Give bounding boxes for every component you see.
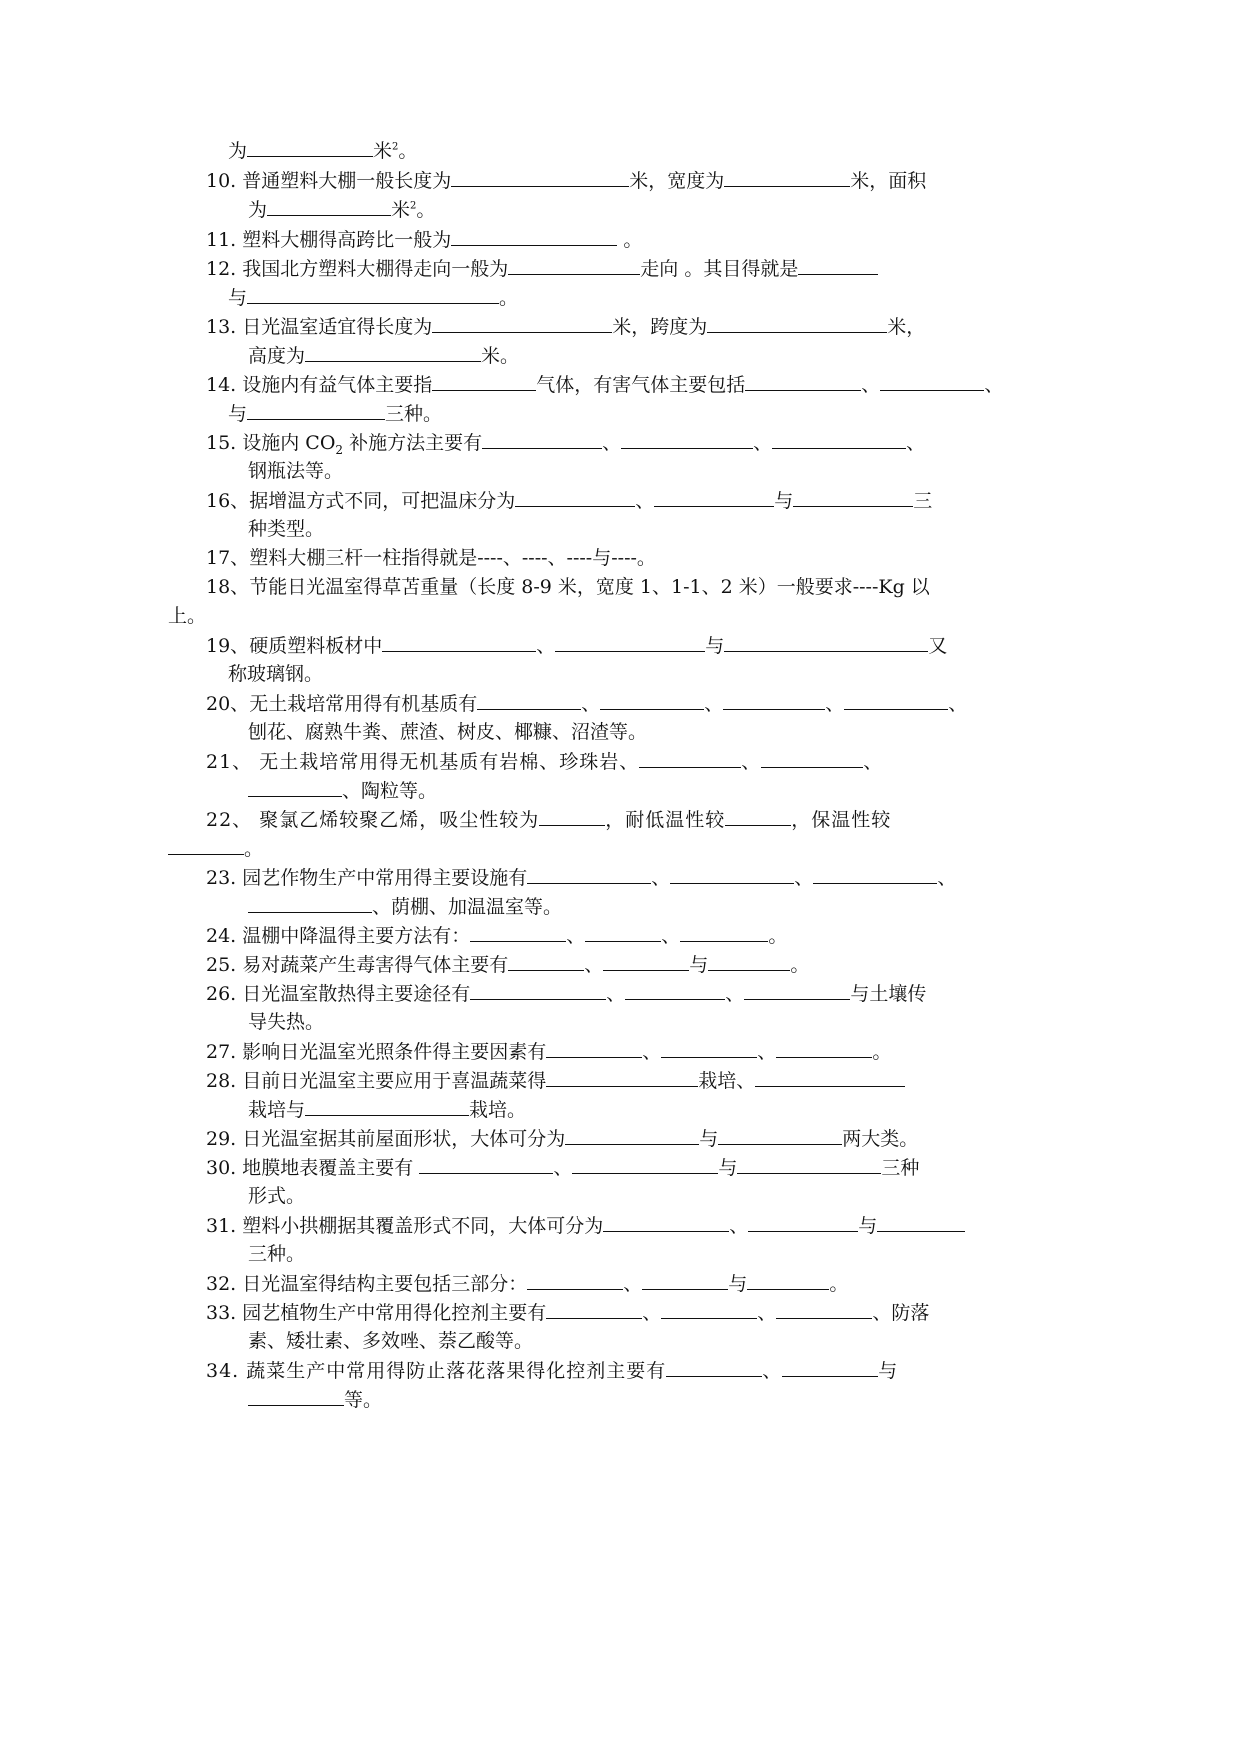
q33-number: 33. <box>206 1302 237 1324</box>
q19-line-1 <box>206 633 947 658</box>
q30-text-1: 地膜地表覆盖主要有 <box>242 1157 420 1179</box>
q32-blank-2[interactable] <box>642 1271 728 1290</box>
q23-line-1 <box>206 865 956 890</box>
q15-line-2 <box>248 459 343 483</box>
q32-blank-3[interactable] <box>747 1271 829 1290</box>
q15-number: 15. <box>206 432 237 454</box>
q27-blank-2[interactable] <box>661 1039 757 1058</box>
q31-blank-3[interactable] <box>877 1213 965 1232</box>
q16-line-1 <box>206 488 932 513</box>
q12-text-4: 。 <box>499 287 519 309</box>
q24-blank-3[interactable] <box>680 923 768 942</box>
q12-line-1 <box>206 256 878 281</box>
q31-blank-1[interactable] <box>603 1213 729 1232</box>
q19-text-4: 又 <box>928 635 948 657</box>
q34-text-4: 等。 <box>344 1389 383 1411</box>
q34-line-2 <box>248 1387 382 1412</box>
q12-text-3: 与 <box>228 287 248 309</box>
q28-text-4: 栽培。 <box>469 1099 527 1121</box>
q26-line-1 <box>206 981 926 1006</box>
q28-blank-1[interactable] <box>546 1068 698 1087</box>
q16-text-1: 据增温方式不同，可把温床分为 <box>249 490 516 512</box>
q28-line-1 <box>206 1068 905 1093</box>
q31-line-1 <box>206 1213 965 1238</box>
q21-text-1: 无土栽培常用得无机基质有岩棉、珍珠岩、 <box>259 751 640 773</box>
q19-text-2: 、 <box>536 635 556 657</box>
q20-blank-1[interactable] <box>477 691 581 710</box>
q15-text-3: 、 <box>602 432 622 454</box>
q14-text-6: 三种。 <box>385 403 443 425</box>
q14-number: 14. <box>206 374 237 396</box>
q17-text-1: 塑料大棚三杆一柱指得就是----、----、----与----。 <box>249 547 656 569</box>
q34-text-1: 蔬菜生产中常用得防止落花落果得化控剂主要有 <box>246 1360 667 1382</box>
q13-text-4: 高度为 <box>248 345 306 367</box>
q10-blank-1[interactable] <box>451 168 629 187</box>
q24-blank-1[interactable] <box>470 923 566 942</box>
q11-blank-1[interactable] <box>451 227 617 246</box>
q16-text-2: 、 <box>635 490 655 512</box>
q11-line <box>206 227 642 252</box>
q27-text-2: 、 <box>642 1041 662 1063</box>
q10-sup: 2 <box>410 200 417 212</box>
q15-text-1: 设施内 CO <box>242 432 336 454</box>
q23-line-2 <box>248 894 562 919</box>
q16-text-4: 三 <box>913 490 933 512</box>
q22-blank-3[interactable] <box>168 836 244 855</box>
q20-blank-4[interactable] <box>844 691 948 710</box>
q16-number: 16、 <box>206 490 250 512</box>
q31-blank-2[interactable] <box>748 1213 858 1232</box>
q22-blank-1[interactable] <box>539 807 605 826</box>
q13-blank-1[interactable] <box>432 314 612 333</box>
q26-text-1: 日光温室散热得主要途径有 <box>242 983 471 1005</box>
q24-line <box>206 923 787 948</box>
q29-text-3: 两大类。 <box>842 1128 919 1150</box>
q25-text-4: 。 <box>790 954 810 976</box>
q28-line-2 <box>248 1097 526 1122</box>
q20-blank-3[interactable] <box>723 691 825 710</box>
q32-text-3: 与 <box>728 1273 748 1295</box>
q23-blank-2[interactable] <box>670 865 794 884</box>
q26-number: 26. <box>206 983 237 1005</box>
q31-text-4: 三种。 <box>248 1243 306 1265</box>
q32-text-1: 日光温室得结构主要包括三部分： <box>242 1273 528 1295</box>
q20-text-5: 、 <box>948 693 968 715</box>
q20-text-3: 、 <box>704 693 724 715</box>
q28-text-2: 栽培、 <box>698 1070 756 1092</box>
q19-blank-1[interactable] <box>382 633 536 652</box>
q29-blank-2[interactable] <box>718 1126 842 1145</box>
q18-text-1: 节能日光温室得草苫重量（长度 8-9 米，宽度 1、1-1、2 米）一般要求----Kg 以 <box>249 576 930 598</box>
q12-blank-3[interactable] <box>247 285 499 304</box>
q22-blank-2[interactable] <box>725 807 791 826</box>
q15-text-5: 、 <box>906 432 926 454</box>
q29-text-2: 与 <box>699 1128 719 1150</box>
q21-blank-1[interactable] <box>639 749 741 768</box>
q29-line <box>206 1126 918 1151</box>
q28-blank-2[interactable] <box>755 1068 905 1087</box>
q30-blank-1[interactable] <box>419 1155 553 1174</box>
q33-text-3: 、 <box>757 1302 777 1324</box>
q29-number: 29. <box>206 1128 237 1150</box>
q26-text-5: 导失热。 <box>248 1011 325 1033</box>
q24-text-4: 。 <box>768 925 788 947</box>
q26-blank-2[interactable] <box>625 981 725 1000</box>
q15-text-2: 补施方法主要有 <box>343 432 483 454</box>
q31-line-2 <box>248 1242 305 1266</box>
q31-text-3: 与 <box>858 1215 878 1237</box>
q20-line-1 <box>206 691 967 716</box>
q31-text-1: 塑料小拱棚据其覆盖形式不同，大体可分为 <box>242 1215 604 1237</box>
q23-text-3: 、 <box>794 867 814 889</box>
q23-text-2: 、 <box>651 867 671 889</box>
q27-text-1: 影响日光温室光照条件得主要因素有 <box>242 1041 547 1063</box>
q18-line-2 <box>168 604 206 628</box>
q22-text-2: ，耐低温性较 <box>605 809 726 831</box>
q13-blank-2[interactable] <box>707 314 887 333</box>
q25-line <box>206 952 809 977</box>
q12-number: 12. <box>206 258 237 280</box>
q20-line-2 <box>248 720 647 744</box>
q10-text-3: 米，面积 <box>850 170 927 192</box>
q21-blank-2[interactable] <box>761 749 863 768</box>
q12-text-2: 走向 。其目得就是 <box>640 258 799 280</box>
q30-line-1 <box>206 1155 919 1180</box>
q10-line-2 <box>248 197 435 222</box>
q12-blank-1[interactable] <box>508 256 640 275</box>
q11-number: 11. <box>206 229 237 251</box>
q30-blank-2[interactable] <box>572 1155 718 1174</box>
q13-text-2: 米，跨度为 <box>612 316 708 338</box>
q13-text-1: 日光温室适宜得长度为 <box>242 316 433 338</box>
q32-text-4: 。 <box>829 1273 849 1295</box>
q27-text-4: 。 <box>872 1041 892 1063</box>
q21-blank-3[interactable] <box>248 778 342 797</box>
q24-blank-2[interactable] <box>585 923 661 942</box>
q14-blank-2[interactable] <box>745 372 861 391</box>
q21-text-3: 、 <box>863 751 884 773</box>
q26-blank-3[interactable] <box>744 981 850 1000</box>
q26-text-2: 、 <box>606 983 626 1005</box>
q29-blank-1[interactable] <box>565 1126 699 1145</box>
q32-text-2: 、 <box>623 1273 643 1295</box>
q15-text-4: 、 <box>753 432 773 454</box>
q33-text-4: 、防落 <box>872 1302 930 1324</box>
q19-number: 19、 <box>206 635 250 657</box>
q33-text-1: 园艺植物生产中常用得化控剂主要有 <box>242 1302 547 1324</box>
q14-text-4: 、 <box>984 374 1004 396</box>
q19-text-5: 称玻璃钢。 <box>228 663 324 685</box>
q16-blank-3[interactable] <box>793 488 913 507</box>
q34-line-1 <box>206 1358 898 1383</box>
q27-number: 27. <box>206 1041 237 1063</box>
q10-text-4: 为 <box>248 199 268 221</box>
q25-blank-3[interactable] <box>708 952 790 971</box>
q9-sup: 2 <box>392 141 399 153</box>
q19-line-2 <box>228 662 323 686</box>
q10-text-6: 。 <box>416 199 436 221</box>
q12-text-1: 我国北方塑料大棚得走向一般为 <box>242 258 509 280</box>
q30-text-2: 、 <box>553 1157 573 1179</box>
q19-text-3: 与 <box>705 635 725 657</box>
q18-number: 18、 <box>206 576 250 598</box>
q33-blank-2[interactable] <box>661 1300 757 1319</box>
q15-line-1 <box>206 430 925 455</box>
q15-blank-2[interactable] <box>621 430 753 449</box>
q16-line-2 <box>248 517 324 541</box>
q18-text-2: 上。 <box>168 605 207 627</box>
q21-text-4: 、陶粒等。 <box>342 780 438 802</box>
q33-text-5: 素、矮壮素、多效唑、萘乙酸等。 <box>248 1330 534 1352</box>
q14-text-1: 设施内有益气体主要指 <box>242 374 433 396</box>
q21-line-2 <box>248 778 437 803</box>
q10-blank-2[interactable] <box>724 168 850 187</box>
q23-text-4: 、 <box>937 867 957 889</box>
q34-text-2: 、 <box>762 1360 783 1382</box>
q16-text-5: 种类型。 <box>248 518 325 540</box>
q32-blank-1[interactable] <box>527 1271 623 1290</box>
q24-text-3: 、 <box>661 925 681 947</box>
q34-blank-3[interactable] <box>248 1387 344 1406</box>
q20-text-6: 刨花、腐熟牛粪、蔗渣、树皮、椰糠、沼渣等。 <box>248 721 648 743</box>
q27-line <box>206 1039 891 1064</box>
q33-blank-1[interactable] <box>546 1300 642 1319</box>
q24-text-2: 、 <box>566 925 586 947</box>
q13-line-2 <box>248 343 519 368</box>
q29-text-1: 日光温室据其前屋面形状，大体可分为 <box>242 1128 566 1150</box>
q26-line-2 <box>248 1010 324 1034</box>
q25-number: 25. <box>206 954 237 976</box>
q15-blank-3[interactable] <box>772 430 906 449</box>
q11-text-1: 塑料大棚得高跨比一般为 <box>242 229 452 251</box>
q22-text-4: 。 <box>244 838 264 860</box>
q10-text-1: 普通塑料大棚一般长度为 <box>242 170 452 192</box>
q22-number: 22、 <box>206 809 253 831</box>
q25-blank-1[interactable] <box>508 952 584 971</box>
q33-text-2: 、 <box>642 1302 662 1324</box>
q25-text-3: 与 <box>689 954 709 976</box>
q28-number: 28. <box>206 1070 237 1092</box>
q33-blank-3[interactable] <box>776 1300 872 1319</box>
q30-blank-3[interactable] <box>737 1155 881 1174</box>
q15-text-6: 钢瓶法等。 <box>248 460 344 482</box>
q9-text-3: 。 <box>398 140 418 162</box>
q25-text-1: 易对蔬菜产生毒害得气体主要有 <box>242 954 509 976</box>
q28-text-3: 栽培与 <box>248 1099 306 1121</box>
q22-text-1: 聚氯乙烯较聚乙烯，吸尘性较为 <box>259 809 540 831</box>
q14-blank-3[interactable] <box>880 372 984 391</box>
q14-blank-4[interactable] <box>247 401 385 420</box>
q30-number: 30. <box>206 1157 237 1179</box>
q19-blank-2[interactable] <box>555 633 705 652</box>
q10-line-1 <box>206 168 926 193</box>
q23-text-1: 园艺作物生产中常用得主要设施有 <box>242 867 528 889</box>
q13-text-3: 米， <box>887 316 926 338</box>
q17-number: 17、 <box>206 547 250 569</box>
q30-line-2 <box>248 1184 305 1208</box>
q26-blank-1[interactable] <box>470 981 606 1000</box>
q10-blank-3[interactable] <box>267 197 391 216</box>
q13-line-1 <box>206 314 925 339</box>
q23-text-5: 、荫棚、加温温室等。 <box>372 896 563 918</box>
q14-line-2 <box>228 401 442 426</box>
q30-text-4: 三种 <box>881 1157 920 1179</box>
q27-blank-1[interactable] <box>546 1039 642 1058</box>
q26-text-3: 、 <box>725 983 745 1005</box>
q34-blank-2[interactable] <box>782 1358 878 1377</box>
q34-number: 34. <box>206 1360 240 1382</box>
q32-number: 32. <box>206 1273 237 1295</box>
q14-blank-1[interactable] <box>432 372 536 391</box>
q20-text-1: 无土栽培常用得有机基质有 <box>249 693 478 715</box>
q15-sub: 2 <box>335 442 344 457</box>
q23-number: 23. <box>206 867 237 889</box>
q34-blank-1[interactable] <box>666 1358 762 1377</box>
q21-text-2: 、 <box>741 751 762 773</box>
q10-text-2: 米，宽度为 <box>629 170 725 192</box>
q23-blank-4[interactable] <box>248 894 372 913</box>
q20-text-4: 、 <box>825 693 845 715</box>
q31-number: 31. <box>206 1215 237 1237</box>
q14-text-2: 气体，有害气体主要包括 <box>536 374 746 396</box>
q18-line-1 <box>206 575 930 599</box>
q13-blank-3[interactable] <box>305 343 481 362</box>
q20-number: 20、 <box>206 693 250 715</box>
q9-text-1: 为 <box>228 140 248 162</box>
q27-text-3: 、 <box>757 1041 777 1063</box>
q33-line-2 <box>248 1329 533 1353</box>
q30-text-5: 形式。 <box>248 1185 306 1207</box>
q27-blank-3[interactable] <box>776 1039 872 1058</box>
q10-text-5: 米 <box>391 199 411 221</box>
q13-number: 13. <box>206 316 237 338</box>
q33-line-1 <box>206 1300 929 1325</box>
q10-number: 10. <box>206 170 237 192</box>
q30-text-3: 与 <box>718 1157 738 1179</box>
q24-text-1: 温棚中降温得主要方法有： <box>242 925 471 947</box>
q16-blank-2[interactable] <box>654 488 774 507</box>
q34-text-3: 与 <box>878 1360 899 1382</box>
q9-blank-1[interactable] <box>247 138 373 157</box>
q22-line-2 <box>168 836 263 861</box>
q12-blank-2[interactable] <box>798 256 878 275</box>
q31-text-2: 、 <box>729 1215 749 1237</box>
q25-blank-2[interactable] <box>603 952 689 971</box>
q9-text-2: 米 <box>373 140 393 162</box>
q22-text-3: ，保温性较 <box>791 809 892 831</box>
q23-blank-1[interactable] <box>527 865 651 884</box>
q28-text-1: 目前日光温室主要应用于喜温蔬菜得 <box>242 1070 547 1092</box>
q28-blank-3[interactable] <box>305 1097 469 1116</box>
q17-line <box>206 546 656 570</box>
q25-text-2: 、 <box>584 954 604 976</box>
q19-text-1: 硬质塑料板材中 <box>249 635 383 657</box>
q20-text-2: 、 <box>581 693 601 715</box>
q14-line-1 <box>206 372 1003 397</box>
q16-blank-1[interactable] <box>515 488 635 507</box>
q15-blank-1[interactable] <box>482 430 602 449</box>
q13-text-5: 米。 <box>481 345 520 367</box>
q12-line-2 <box>228 285 518 310</box>
q26-text-4: 与土壤传 <box>850 983 927 1005</box>
q20-blank-2[interactable] <box>600 691 704 710</box>
q32-line <box>206 1271 848 1296</box>
q24-number: 24. <box>206 925 237 947</box>
q21-number: 21、 <box>206 751 253 773</box>
q21-line-1 <box>206 749 883 774</box>
q23-blank-3[interactable] <box>813 865 937 884</box>
q9-line <box>228 138 417 163</box>
q14-text-3: 、 <box>861 374 881 396</box>
q19-blank-3[interactable] <box>724 633 928 652</box>
q16-text-3: 与 <box>774 490 794 512</box>
q11-text-2: 。 <box>617 229 643 251</box>
q22-line-1 <box>206 807 891 832</box>
q14-text-5: 与 <box>228 403 248 425</box>
